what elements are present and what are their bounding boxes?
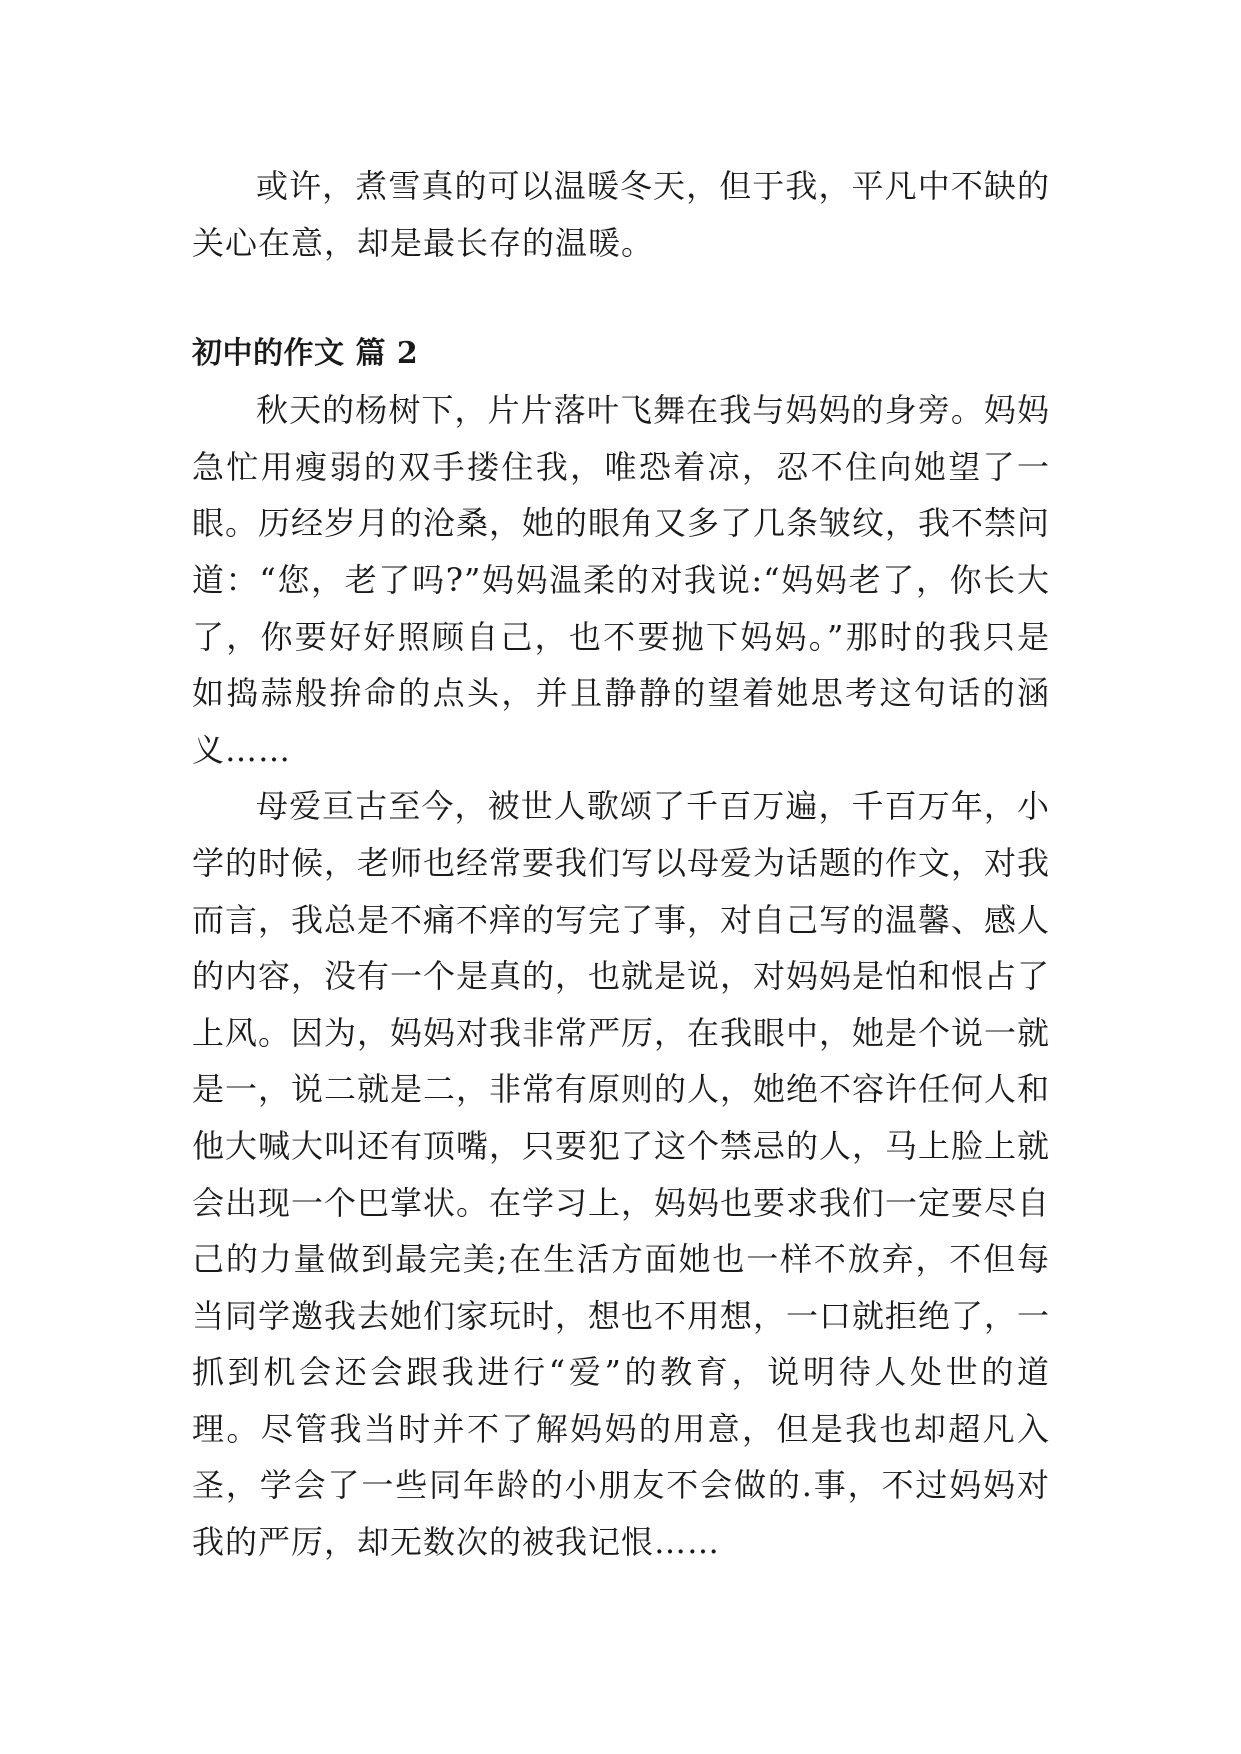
paragraph-2: 母爱亘古至今，被世人歌颂了千百万遍，千百万年，小学的时候，老师也经常要我们写以母爱为话题的作文，对我而言，我总是不痛不痒的写完了事，对自己写的温馨、感人的内容，没有一个是真的，也就是说，对妈妈是怕和恨占了上风。因为，妈妈对我非常严厉，在我眼中，她是个说一就是一，说二就是二，非常有原则的人，她绝不容许任何人和他大喊大叫还有顶嘴，只要犯了这个禁忌的人，马上脸上就会出现一个巴掌状。在学习上，妈妈也要求我们一定要尽自己的力量做到最完美;在生活方面她也一样不放弃，不但每当同学邀我去她们家玩时，想也不用想，一口就拒绝了，一抓到机会还会跟我进行“爱”的教育，说明待人处世的道理。尽管我当时并不了解妈妈的用意，但是我也却超凡入圣，学会了一些同年龄的小朋友不会做的.事，不过妈妈对我的严厉，却无数次的被我记恨…… <box>192 787 1051 1562</box>
section-heading: 初中的作文 篇 2 <box>192 336 419 372</box>
paragraph-closing: 或许，煮雪真的可以温暖冬天，但于我，平凡中不缺的关心在意，却是最长存的温暖。 <box>192 167 1050 262</box>
intro-block <box>192 158 1050 271</box>
paragraph-1: 秋天的杨树下，片片落叶飞舞在我与妈妈的身旁。妈妈急忙用瘦弱的双手搂住我，唯恐着凉，忍不住向她望了一眼。历经岁月的沧桑，她的眼角又多了几条皱纹，我不禁问道：“您，老了吗?”妈妈温柔的对我说:“妈妈老了，你长大了，你要好好照顾自己，也不要抛下妈妈。”那时的我只是如捣蒜般拚命的点头，并且静静的望着她思考这句话的涵义…… <box>192 391 1051 769</box>
document-page <box>192 158 1050 1571</box>
section-body <box>192 382 1050 1570</box>
